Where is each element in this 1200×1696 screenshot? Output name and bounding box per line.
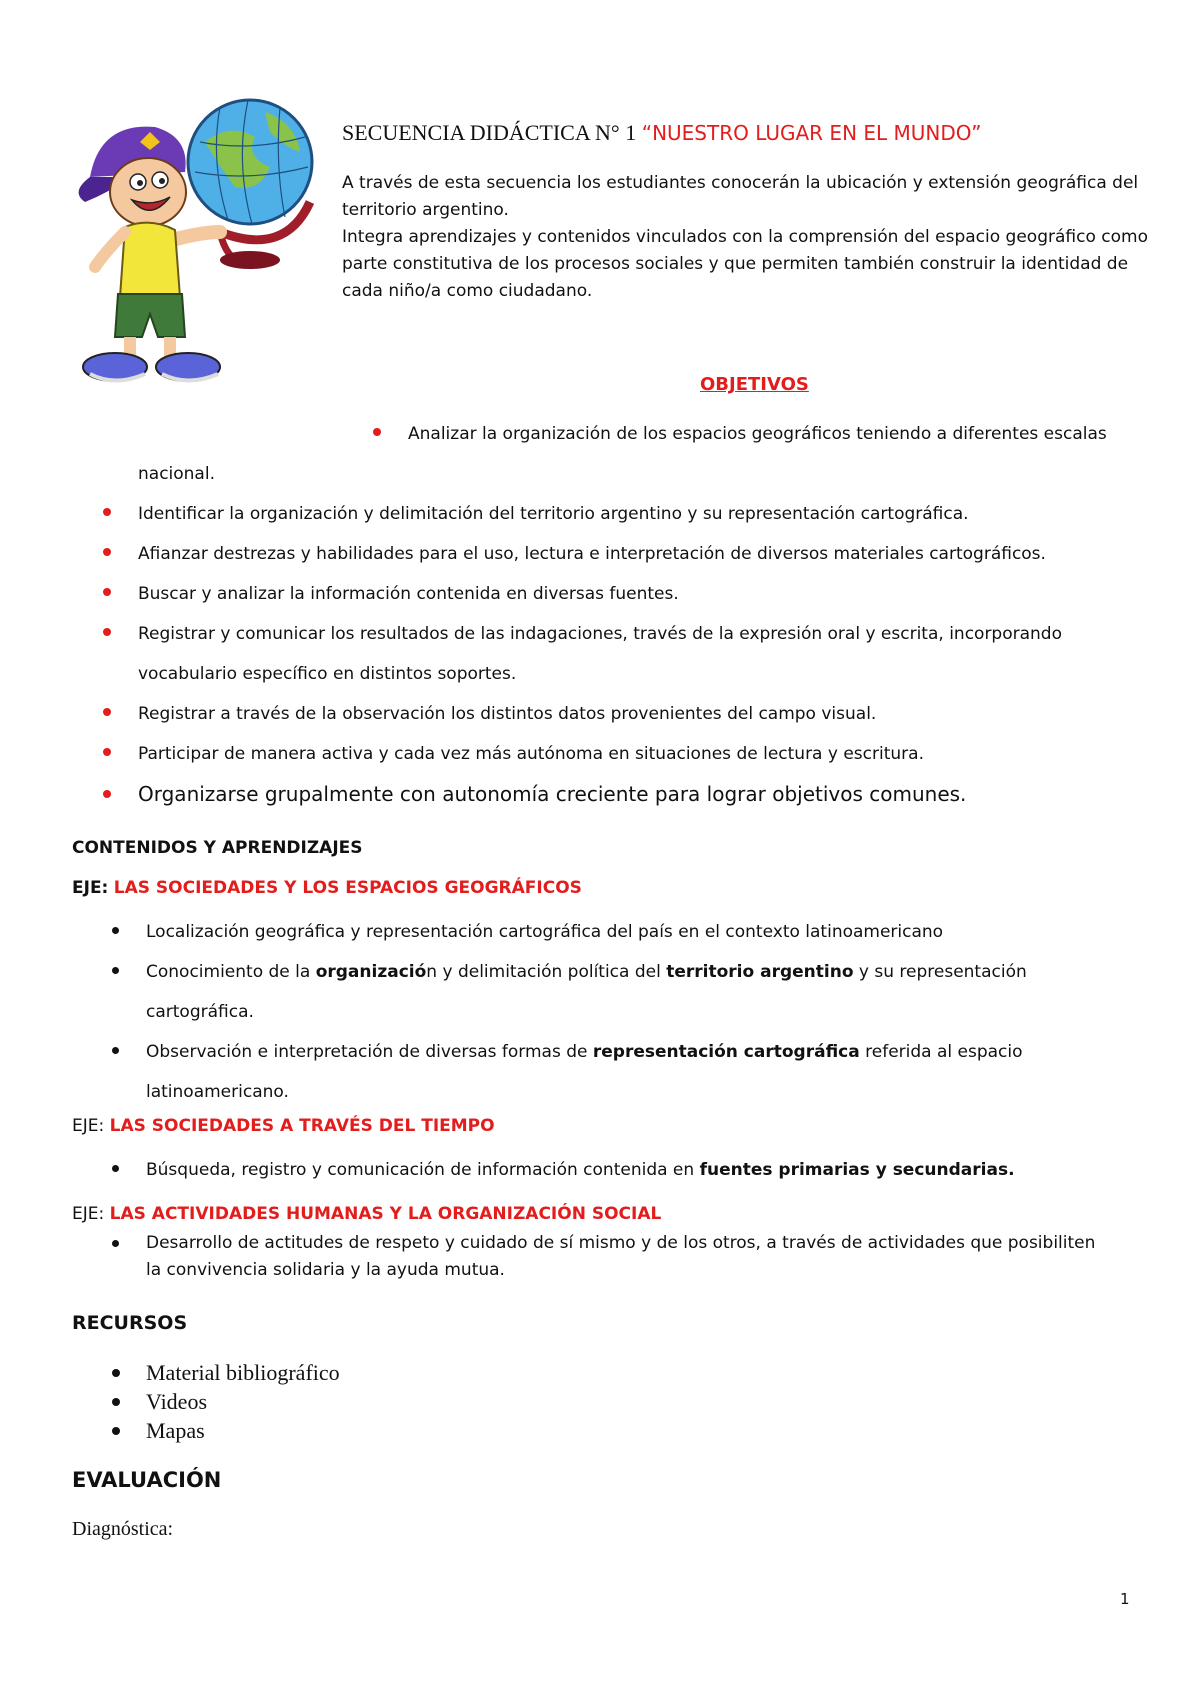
red-bullet-icon xyxy=(373,428,381,436)
evaluacion-heading: EVALUACIÓN xyxy=(72,1468,222,1492)
list-item: Afianzar destrezas y habilidades para el uso, lectura e interpretación de diversos materiales cartográficos. xyxy=(100,534,1160,574)
list-item: Búsqueda, registro y comunicación de información contenida en fuentes primarias y secundarias. xyxy=(110,1150,1110,1190)
red-bullet-icon xyxy=(103,708,111,716)
list-item: Videos xyxy=(110,1387,340,1416)
red-bullet-icon xyxy=(103,508,111,516)
diagnostica-label: Diagnóstica: xyxy=(72,1518,174,1540)
list-item: nacional. xyxy=(138,464,215,484)
recursos-heading: RECURSOS xyxy=(72,1312,188,1334)
bullet-icon xyxy=(112,927,119,934)
red-bullet-icon xyxy=(103,748,111,756)
contenidos-heading: CONTENIDOS Y APRENDIZAJES xyxy=(72,838,363,858)
list-item: Organizarse grupalmente con autonomía creciente para lograr objetivos comunes. xyxy=(100,774,1160,814)
page-number: 1 xyxy=(1120,1590,1130,1608)
boy-with-globe-illustration xyxy=(70,82,328,402)
intro-paragraph-2: Integra aprendizajes y contenidos vinculados con la comprensión del espacio geográfico como parte constitutiva de los procesos sociales y que permiten también construir la identidad de cada niño/a como ciudadano. xyxy=(342,227,1148,301)
bullet-icon xyxy=(112,1240,119,1247)
title-quote: “NUESTRO LUGAR EN EL MUNDO” xyxy=(641,121,982,145)
intro-paragraph-1: A través de esta secuencia los estudiantes conocerán la ubicación y extensión geográfica del territorio argentino. xyxy=(342,173,1139,220)
bullet-icon xyxy=(112,1369,120,1377)
eje-3-list xyxy=(110,1230,1110,1284)
bullet-icon xyxy=(112,1047,119,1054)
list-item: Analizar la organización de los espacios geográficos teniendo a diferentes escalas xyxy=(100,414,1160,454)
list-item: Buscar y analizar la información contenida en diversas fuentes. xyxy=(100,574,1160,614)
list-item: Mapas xyxy=(110,1416,340,1445)
red-bullet-icon xyxy=(103,548,111,556)
red-bullet-icon xyxy=(103,628,111,636)
eje-1-heading: EJE: LAS SOCIEDADES Y LOS ESPACIOS GEOGRÁFICOS xyxy=(72,878,582,898)
recursos-list xyxy=(110,1358,340,1445)
bullet-icon xyxy=(112,1165,119,1172)
list-item: Registrar a través de la observación los distintos datos provenientes del campo visual. xyxy=(100,694,1160,734)
document-title xyxy=(342,120,982,146)
eje-2-list xyxy=(110,1150,1110,1190)
objetivos-heading: OBJETIVOS xyxy=(700,374,809,395)
list-item: Conocimiento de la organización y delimitación política del territorio argentino y su representación cartográfica. xyxy=(110,952,1110,1032)
list-item: Localización geográfica y representación cartográfica del país en el contexto latinoamericano xyxy=(110,912,1110,952)
bullet-icon xyxy=(112,1398,120,1406)
list-item: Observación e interpretación de diversas formas de representación cartográfica referida al espacio latinoamericano. xyxy=(110,1032,1110,1112)
title-main: SECUENCIA DIDÁCTICA N° 1 xyxy=(342,120,637,145)
bullet-icon xyxy=(112,1427,120,1435)
list-item: Material bibliográfico xyxy=(110,1358,340,1387)
objetivos-list xyxy=(100,414,1160,814)
list-item: Participar de manera activa y cada vez más autónoma en situaciones de lectura y escritura. xyxy=(100,734,1160,774)
list-item: Desarrollo de actitudes de respeto y cuidado de sí mismo y de los otros, a través de actividades que posibiliten la convivencia solidaria y la ayuda mutua. xyxy=(110,1230,1110,1284)
red-bullet-icon xyxy=(103,588,111,596)
eje-1-list xyxy=(110,912,1110,1112)
bullet-icon xyxy=(112,967,119,974)
list-item: Registrar y comunicar los resultados de las indagaciones, través de la expresión oral y escrita, incorporando vocabulario específico en distintos soportes. xyxy=(100,614,1160,694)
intro-text xyxy=(342,170,1162,305)
eje-3-heading: EJE: LAS ACTIVIDADES HUMANAS Y LA ORGANIZACIÓN SOCIAL xyxy=(72,1204,662,1224)
list-item: Identificar la organización y delimitación del territorio argentino y su representación cartográfica. xyxy=(100,494,1160,534)
red-bullet-icon xyxy=(103,790,111,798)
eje-2-heading: EJE: LAS SOCIEDADES A TRAVÉS DEL TIEMPO xyxy=(72,1116,495,1136)
